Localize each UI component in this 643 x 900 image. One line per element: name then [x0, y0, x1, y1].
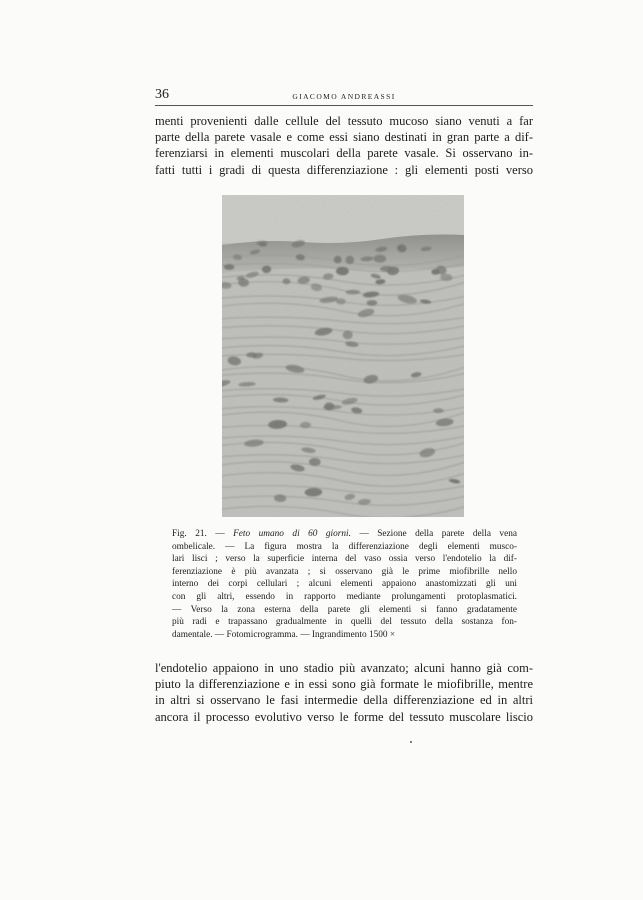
caption-line: ferenziazione è più avanzata ; si osservano già le prime miofibrille nello — [172, 566, 517, 577]
caption-line: — Verso la zona esterna della parete gli elementi si fanno gradatamente — [172, 604, 517, 615]
page-number: 36 — [155, 87, 169, 102]
caption-line: damentale. — Fotomicrogramma. — Ingrandimento 1500 × — [172, 629, 396, 640]
caption-label: Fig. 21. — — [172, 529, 225, 539]
figure-caption — [172, 528, 517, 641]
caption-line: più radi e trapassano gradualmente in quelli del tessuto della sostanza fon- — [172, 617, 517, 628]
text-line: parte della parete vasale e come essi siano destinati in gran parte a dif- — [155, 130, 533, 145]
page-header — [155, 87, 533, 104]
photomicrograph — [222, 195, 464, 517]
text-line: piuto la differenziazione e in essi sono già formate le miofibrille, mentre — [155, 677, 533, 692]
bottom-paragraph — [155, 660, 533, 725]
caption-title: Feto umano di 60 giorni. — [233, 529, 351, 539]
text-line: menti provenienti dalle cellule del tessuto mucoso siano venuti a far — [155, 114, 533, 128]
text-line: ancora il processo evolutivo verso le forme del tessuto muscolare liscio — [155, 709, 533, 724]
top-paragraph — [155, 113, 533, 178]
caption-line: lari lisci ; verso la superficie interna del vaso ossia verso l'endotelio la dif- — [172, 554, 517, 565]
paper-speck — [410, 741, 412, 743]
caption-text: — Sezione della parete della vena — [359, 529, 517, 539]
text-line: l'endotelio appaiono in uno stadio più avanzato; alcuni hanno già com- — [155, 661, 533, 675]
text-line: fatti tutti i gradi di questa differenziazione : gli elementi posti verso — [155, 162, 533, 177]
text-line: in altri si osservano le fasi intermedie della differenziazione ed in altri — [155, 693, 533, 708]
text-line: ferenziarsi in elementi muscolari della parete vasale. Si osservano in- — [155, 146, 533, 161]
caption-line — [172, 528, 517, 541]
caption-line: interno dei corpi cellulari ; alcuni elementi appaiono anastomizzati gli uni — [172, 579, 517, 590]
caption-line: con gli altri, essendo in rapporto mediante prolungamenti protoplasmatici. — [172, 591, 517, 602]
header-rule — [155, 105, 533, 106]
running-head: GIACOMO ANDREASSI — [292, 92, 396, 101]
caption-line: ombelicale. — La figura mostra la differenziazione degli elementi musco- — [172, 541, 517, 552]
